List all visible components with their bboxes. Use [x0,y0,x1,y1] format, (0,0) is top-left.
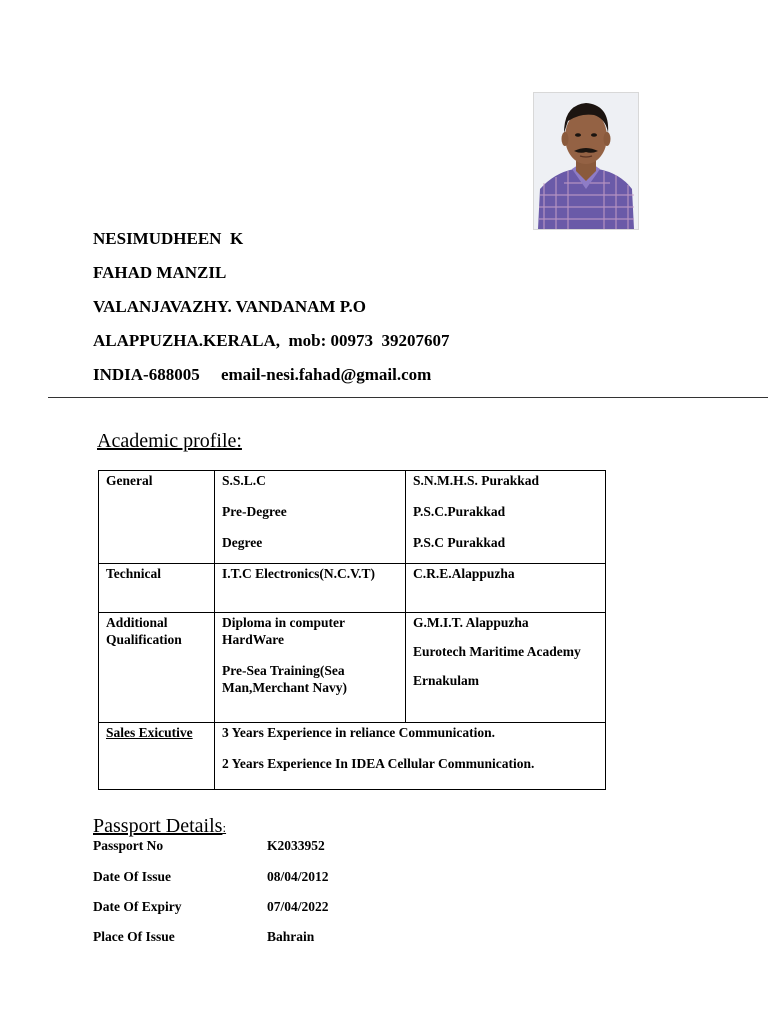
qualification-item: Degree [222,535,263,550]
category-label: Sales Exicutive [106,725,193,740]
address-line-3: ALAPPUZHA.KERALA, mob: 00973 39207607 [93,331,450,350]
address-line-1: FAHAD MANZIL [93,263,227,282]
address-line-4: INDIA-688005 email-nesi.fahad@gmail.com [93,365,432,384]
passport-value: K2033952 [267,838,325,853]
qualification-item: Pre-Degree [222,504,287,519]
passport-value: 07/04/2022 [267,899,329,914]
passport-heading-colon: : [222,820,227,835]
institution-item: C.R.E.Alappuzha [413,566,515,581]
institution-cell [406,471,606,564]
institution-item: S.N.M.H.S. Purakkad [413,473,540,488]
experience-cell [215,723,606,790]
category-cell [99,723,215,790]
category-cell [99,613,215,723]
institution-item: P.S.C.Purakkad [413,504,506,519]
category-cell [99,471,215,564]
category-label: General [106,473,153,488]
passport-label: Date Of Expiry [93,899,182,914]
passport-row [93,838,325,854]
passport-row [93,929,314,945]
institution-item: Ernakulam [413,673,480,688]
qualification-cell [215,471,406,564]
institution-item: P.S.C Purakkad [413,535,506,550]
institution-item: Eurotech Maritime Academy [413,644,581,659]
passport-row [93,899,329,915]
qualification-cell [215,564,406,613]
qualification-item: S.S.L.C [222,473,266,488]
category-cell [99,564,215,613]
qualification-item: Diploma in computer HardWare [222,615,345,647]
academic-profile-heading: Academic profile: [97,430,242,452]
qualification-cell [215,613,406,723]
qualification-item: Pre-Sea Training(Sea Man,Merchant Navy) [222,663,347,695]
applicant-name: NESIMUDHEEN K [93,229,244,248]
table-row [99,723,606,790]
passport-details-heading [93,815,226,838]
passport-label: Place Of Issue [93,929,175,944]
institution-cell [406,613,606,723]
qualification-item: I.T.C Electronics(N.C.V.T) [222,566,375,581]
institution-cell [406,564,606,613]
table-row [99,564,606,613]
passport-label: Date Of Issue [93,869,171,884]
address-line-2: VALANJAVAZHY. VANDANAM P.O [93,297,367,316]
passport-row [93,869,329,885]
experience-item: 3 Years Experience in reliance Communication. [222,725,495,740]
institution-item: G.M.I.T. Alappuzha [413,615,529,630]
passport-value: Bahrain [267,929,315,944]
horizontal-divider [48,397,768,398]
experience-item: 2 Years Experience In IDEA Cellular Communication. [222,756,535,771]
table-row [99,471,606,564]
profile-photo [533,92,639,230]
portrait-image [534,93,638,229]
passport-heading-text: Passport Details [93,815,223,837]
category-label: Additional Qualification [106,615,182,647]
passport-label: Passport No [93,838,164,853]
category-label: Technical [106,566,162,581]
table-row [99,613,606,723]
academic-table [98,470,606,790]
passport-value: 08/04/2012 [267,869,329,884]
